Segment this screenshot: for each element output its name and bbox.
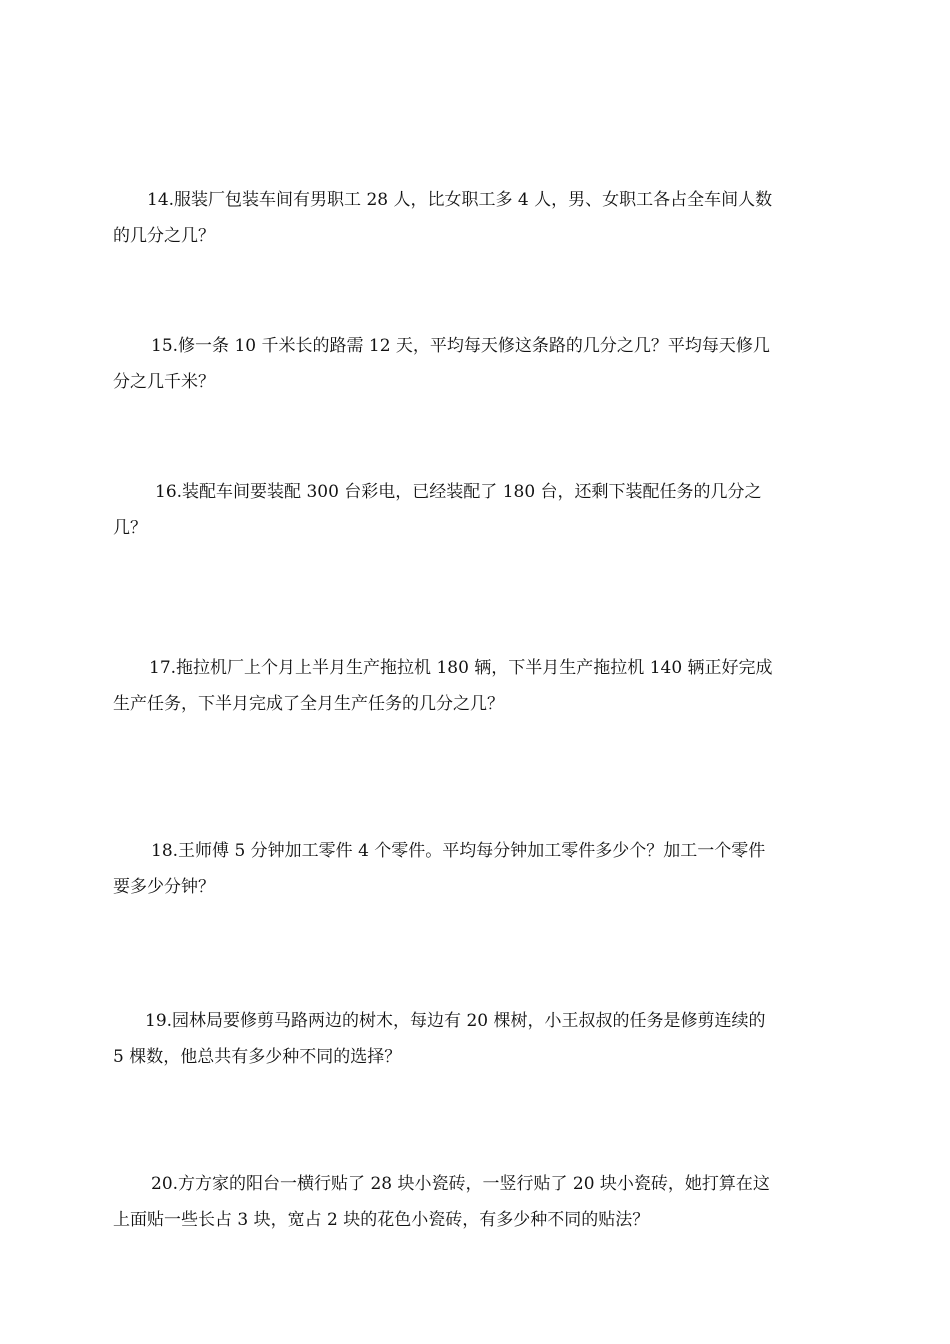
problem-15	[113, 328, 843, 400]
problem-14	[113, 182, 843, 254]
problem-17-line-2: 生产任务，下半月完成了全月生产任务的几分之几？	[113, 694, 504, 714]
problem-20-line-1: 20.方方家的阳台一横行贴了 28 块小瓷砖，一竖行贴了 20 块小瓷砖，她打算在这	[151, 1174, 770, 1194]
problem-15-line-1: 15.修一条 10 千米长的路需 12 天，平均每天修这条路的几分之几？平均每天修几	[151, 336, 770, 356]
problem-15-line-2: 分之几千米？	[113, 372, 215, 392]
problem-16-line-2: 几？	[113, 518, 147, 538]
problem-14-line-1: 14.服装厂包装车间有男职工 28 人，比女职工多 4 人，男、女职工各占全车间人数	[147, 190, 773, 210]
problem-19-line-1: 19.园林局要修剪马路两边的树木，每边有 20 棵树，小王叔叔的任务是修剪连续的	[145, 1011, 766, 1031]
problem-18-line-2: 要多少分钟？	[113, 877, 215, 897]
problem-17-line-1: 17.拖拉机厂上个月上半月生产拖拉机 180 辆，下半月生产拖拉机 140 辆正好完成	[149, 658, 773, 678]
problem-18-line-1: 18.王师傅 5 分钟加工零件 4 个零件。平均每分钟加工零件多少个？加工一个零件	[151, 841, 766, 861]
problem-16-line-1: 16.装配车间要装配 300 台彩电，已经装配了 180 台，还剩下装配任务的几分之	[155, 482, 762, 502]
problem-19-line-2: 5 棵数，他总共有多少种不同的选择？	[113, 1047, 402, 1067]
problem-18	[113, 833, 843, 905]
problem-20-line-2: 上面贴一些长占 3 块，宽占 2 块的花色小瓷砖，有多少种不同的贴法？	[113, 1210, 650, 1230]
problem-19	[113, 1003, 843, 1075]
problem-20	[113, 1166, 843, 1238]
problem-14-line-2: 的几分之几？	[113, 226, 215, 246]
problem-16	[113, 474, 843, 546]
problem-17	[113, 650, 843, 722]
